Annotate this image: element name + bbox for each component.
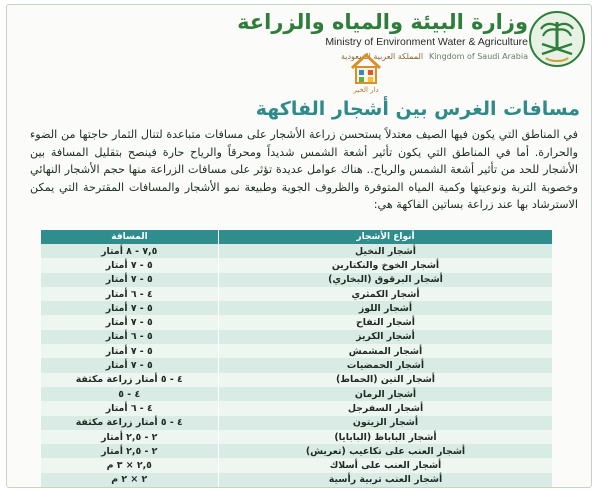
tree-type-cell: أشجار الكريز — [218, 330, 552, 344]
distance-cell: ٧,٥ - ٨ أمتار — [41, 244, 219, 258]
header-tree-types: أنواع الأشجار — [218, 230, 552, 244]
tree-type-cell: أشجار العنب على تكاعيب (تعريش) — [218, 444, 552, 458]
tree-type-cell: أشجار الخوخ والنكتارين — [218, 258, 552, 272]
distance-cell: ٥ - ٧ أمتار — [41, 315, 219, 329]
ministry-emblem-logo — [528, 10, 586, 68]
table-row — [41, 273, 553, 287]
distance-cell: ٥ - ٧ أمتار — [41, 258, 219, 272]
distance-cell: ٥ - ٧ أمتار — [41, 358, 219, 372]
tree-type-cell: أشجار المشمش — [218, 344, 552, 358]
tree-type-cell: أشجار السفرجل — [218, 401, 552, 415]
kingdom-arabic: المملكة العربية السعودية — [340, 52, 424, 61]
kingdom-english: Kingdom of Saudi Arabia — [429, 52, 528, 61]
distance-cell: ٥ - ٧ أمتار — [41, 344, 219, 358]
table-row — [41, 373, 553, 387]
tree-type-cell: أشجار الباباظ (البابايا) — [218, 430, 552, 444]
distance-cell: ٤ - ٥ — [41, 387, 219, 401]
tree-type-cell: أشجار العنب تربية رأسية — [218, 473, 552, 487]
distance-cell: ٤ - ٥ أمتار زراعة مكثفة — [41, 416, 219, 430]
table-row — [41, 287, 553, 301]
table-row — [41, 301, 553, 315]
table-row — [41, 315, 553, 329]
table-row — [41, 344, 553, 358]
tree-type-cell: أشجار الزيتون — [218, 416, 552, 430]
table-row — [41, 430, 553, 444]
distance-cell: ٤ - ٦ أمتار — [41, 287, 219, 301]
intro-paragraph: في المناطق التي يكون فيها الصيف معتدلاً يستحسن زراعة الأشجار على مسافات متباعدة لتنال الثمار حاجتها من الضوء والحرارة. أما في المناطق التي يكون تأثير أشعة الشمس شديداً ومحرقاً والرياح حارة فينصح بتقليل المسافة بين الأشجار للحد من تأثير أشعة الشمس والرياح.. هناك عوامل عديدة تؤثر على مسافات الزراعة منها حجم الأشجار النهائي وخصوبة التربة ونوعيتها وكمية المياه المتوفرة والظروف الجوية وطبيعة نمو الأشجار والمسافات المقترحة التي يمكن الاسترشاد بها عند زراعة بساتين الفاكهة هي: — [30, 128, 578, 212]
planting-distances-table — [40, 230, 552, 487]
tree-type-cell: أشجار اللوز — [218, 301, 552, 315]
distance-cell: ٥ - ٧ أمتار — [41, 301, 219, 315]
distance-cell: ٢ - ٢,٥ أمتار — [41, 444, 219, 458]
table-row — [41, 401, 553, 415]
tree-type-cell: أشجار التين (الحماط) — [218, 373, 552, 387]
table-row — [41, 387, 553, 401]
tree-type-cell: أشجار الكمثري — [218, 287, 552, 301]
table-row — [41, 258, 553, 272]
page-title: مسافات الغرس بين أشجار الفاكهة — [255, 98, 580, 120]
distance-cell: ٢,٥ × ٣ م — [41, 458, 219, 472]
table-header-row — [41, 230, 553, 244]
table-row — [41, 473, 553, 487]
table-row — [41, 458, 553, 472]
table-row — [41, 444, 553, 458]
distance-cell: ٥ - ٦ أمتار — [41, 330, 219, 344]
house-logo-icon — [348, 50, 384, 88]
tree-type-cell: أشجار البرقوق (البخاري) — [218, 273, 552, 287]
tree-type-cell: أشجار العنب على أسلاك — [218, 458, 552, 472]
distance-cell: ٢ × ٢ م — [41, 473, 219, 487]
distance-cell: ٤ - ٦ أمتار — [41, 401, 219, 415]
ministry-name-arabic: وزارة البيئة والمياه والزراعة — [237, 10, 528, 34]
header-distance: المسافة — [41, 230, 219, 244]
distance-cell: ٥ - ٧ أمتار — [41, 273, 219, 287]
table-row — [41, 244, 553, 258]
table-row — [41, 358, 553, 372]
distance-cell: ٢ - ٢,٥ أمتار — [41, 430, 219, 444]
table-row — [41, 416, 553, 430]
tree-type-cell: أشجار الحمضيات — [218, 358, 552, 372]
tree-type-cell: أشجار النخيل — [218, 244, 552, 258]
tree-type-cell: أشجار الرمان — [218, 387, 552, 401]
tree-type-cell: أشجار التفاح — [218, 315, 552, 329]
table-row — [41, 330, 553, 344]
ministry-name-english: Ministry of Environment Water & Agriculture — [325, 36, 528, 48]
distance-cell: ٤ - ٥ أمتار زراعة مكثفة — [41, 373, 219, 387]
house-logo-label: دار الخير — [353, 86, 379, 94]
